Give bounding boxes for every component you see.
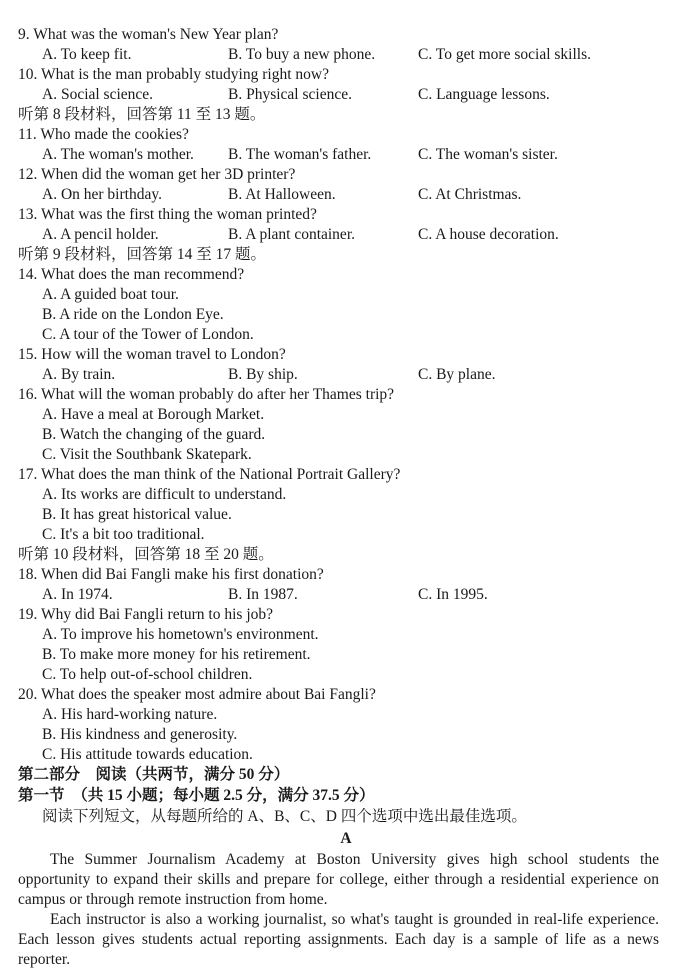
question-17: 17. What does the man think of the National Portrait Gallery? <box>18 466 401 483</box>
question-13: 13. What was the first thing the woman printed? <box>18 206 317 223</box>
q18-option-a: A. In 1974. <box>42 586 113 603</box>
q16-option-a: A. Have a meal at Borough Market. <box>42 406 265 423</box>
q16-option-b: B. Watch the changing of the guard. <box>42 426 266 443</box>
q17-option-a: A. Its works are difficult to understand. <box>42 486 287 503</box>
q19-option-c: C. To help out-of-school children. <box>42 666 253 683</box>
reading-instruction: 阅读下列短文，从每题所给的 A、B、C、D 四个选项中选出最佳选项。 <box>42 808 527 825</box>
section-10-heading: 听第 10 段材料，回答第 18 至 20 题。 <box>18 546 274 563</box>
q11-option-c: C. The woman's sister. <box>418 146 558 163</box>
q12-option-b: B. At Halloween. <box>228 186 336 203</box>
q20-option-c: C. His attitude towards education. <box>42 746 253 763</box>
q12-option-c: C. At Christmas. <box>418 186 522 203</box>
question-11: 11. Who made the cookies? <box>18 126 189 143</box>
q10-option-b: B. Physical science. <box>228 86 352 103</box>
q15-option-a: A. By train. <box>42 366 116 383</box>
section-8-heading: 听第 8 段材料，回答第 11 至 13 题。 <box>18 106 266 123</box>
q9-option-a: A. To keep fit. <box>42 46 132 63</box>
question-18: 18. When did Bai Fangli make his first donation? <box>18 566 324 583</box>
section-9-heading: 听第 9 段材料，回答第 14 至 17 题。 <box>18 246 267 263</box>
question-10: 10. What is the man probably studying right now? <box>18 66 329 83</box>
q18-option-c: C. In 1995. <box>418 586 488 603</box>
passage-paragraph-2: Each instructor is also a working journalist, so what's taught is grounded in real-life experience. Each lesson gives students actual reporting assignments. Each day is a sample of life as a news reporter. <box>18 911 659 968</box>
question-20: 20. What does the speaker most admire about Bai Fangli? <box>18 686 376 703</box>
q14-option-b: B. A ride on the London Eye. <box>42 306 224 323</box>
question-12: 12. When did the woman get her 3D printer? <box>18 166 296 183</box>
q10-option-a: A. Social science. <box>42 86 154 103</box>
passage-paragraph-1: The Summer Journalism Academy at Boston University gives high school students the opportunity to expand their skills and prepare for college, either through a residential experience on campus or through remote instruction from home. <box>18 851 659 908</box>
q13-option-a: A. A pencil holder. <box>42 226 159 243</box>
question-16: 16. What will the woman probably do after her Thames trip? <box>18 386 395 403</box>
q10-option-c: C. Language lessons. <box>418 86 550 103</box>
q9-option-b: B. To buy a new phone. <box>228 46 376 63</box>
passage-letter: A <box>340 830 352 847</box>
q15-option-b: B. By ship. <box>228 366 298 383</box>
q9-option-c: C. To get more social skills. <box>418 46 591 63</box>
section-1-heading: 第一节 （共 15 小题；每小题 2.5 分，满分 37.5 分） <box>18 787 375 804</box>
q19-option-b: B. To make more money for his retirement. <box>42 646 311 663</box>
q17-option-c: C. It's a bit too traditional. <box>42 526 205 543</box>
q17-option-b: B. It has great historical value. <box>42 506 232 523</box>
q11-option-a: A. The woman's mother. <box>42 146 194 163</box>
part-2-heading: 第二部分 阅读（共两节，满分 50 分） <box>18 766 290 783</box>
question-9: 9. What was the woman's New Year plan? <box>18 26 279 43</box>
q19-option-a: A. To improve his hometown's environment. <box>42 626 319 643</box>
q14-option-a: A. A guided boat tour. <box>42 286 179 303</box>
q13-option-b: B. A plant container. <box>228 226 355 243</box>
question-19: 19. Why did Bai Fangli return to his job? <box>18 606 274 623</box>
q12-option-a: A. On her birthday. <box>42 186 162 203</box>
question-15: 15. How will the woman travel to London? <box>18 346 286 363</box>
q20-option-b: B. His kindness and generosity. <box>42 726 238 743</box>
q20-option-a: A. His hard-working nature. <box>42 706 218 723</box>
q14-option-c: C. A tour of the Tower of London. <box>42 326 254 343</box>
q11-option-b: B. The woman's father. <box>228 146 372 163</box>
q15-option-c: C. By plane. <box>418 366 496 383</box>
question-14: 14. What does the man recommend? <box>18 266 245 283</box>
q16-option-c: C. Visit the Southbank Skatepark. <box>42 446 252 463</box>
q13-option-c: C. A house decoration. <box>418 226 559 243</box>
q18-option-b: B. In 1987. <box>228 586 298 603</box>
